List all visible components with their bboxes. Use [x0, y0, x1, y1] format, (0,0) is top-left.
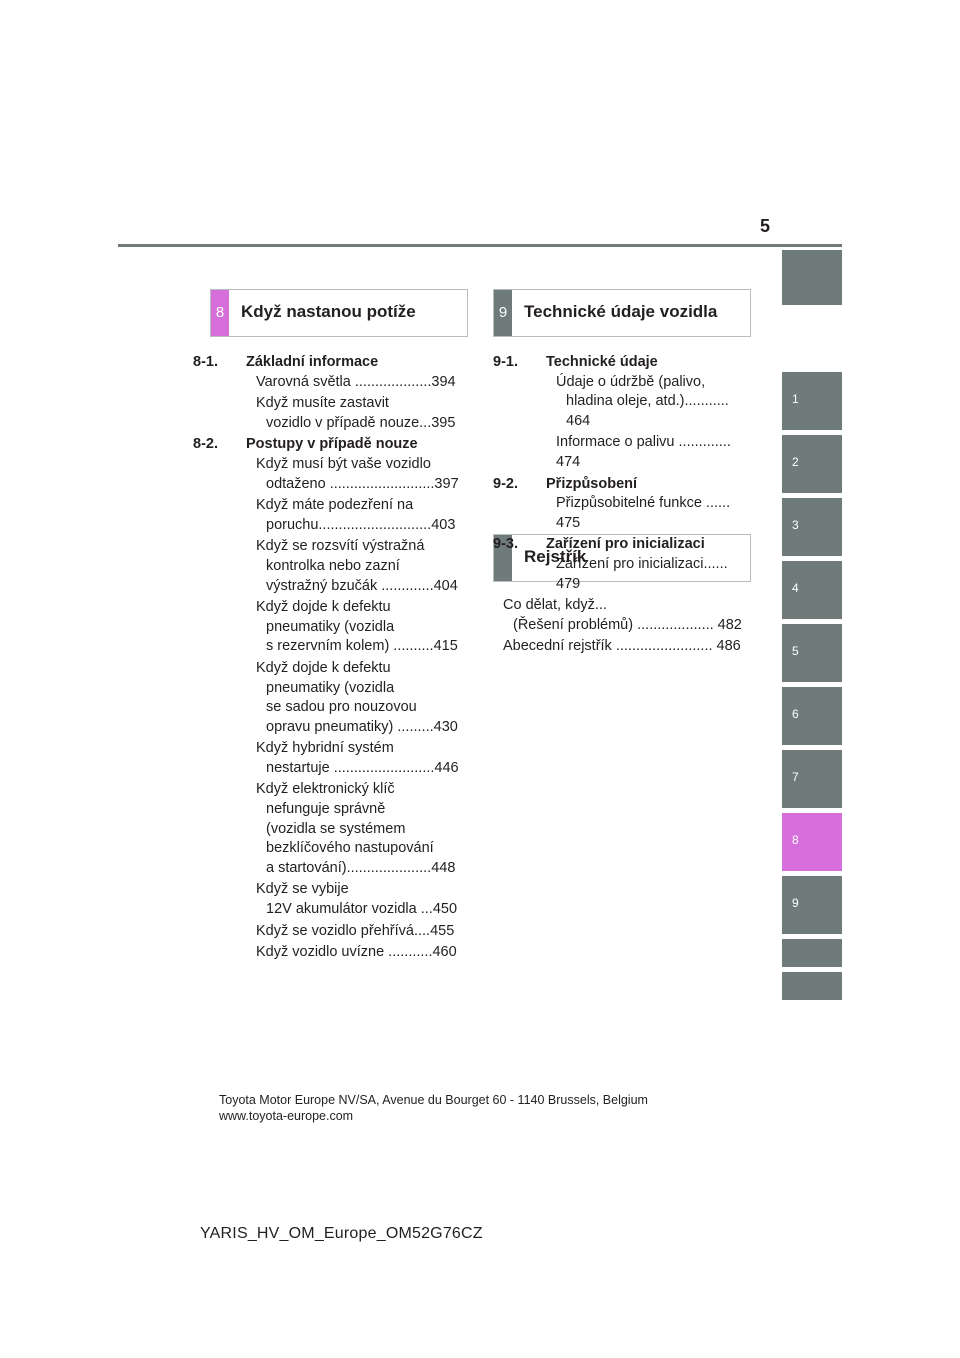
- page-number: 5: [760, 216, 771, 236]
- toc-entry[interactable]: [193, 880, 463, 919]
- toc-entry[interactable]: [493, 373, 748, 432]
- chapter-tab-label: 7: [792, 770, 799, 784]
- footer-address: Toyota Motor Europe NV/SA, Avenue du Bourget 60 - 1140 Brussels, Belgium: [219, 1093, 648, 1107]
- toc-entry-line: (vozidla se systémem: [266, 820, 406, 837]
- toc-entry-line: (Řešení problémů) ................... 482: [513, 616, 742, 633]
- section-number-9: 9: [494, 290, 512, 336]
- toc-entry-line: Když hybridní systém: [256, 740, 394, 757]
- chapter-tab-7[interactable]: [782, 750, 842, 808]
- footer-url[interactable]: www.toyota-europe.com: [219, 1109, 354, 1123]
- toc-entry-line: Když musí být vaše vozidlo: [256, 455, 431, 472]
- chapter-tab-8[interactable]: [782, 813, 842, 871]
- toc-section-9-2[interactable]: 9-2. Přizpůsobení: [493, 475, 638, 492]
- header-rule: [118, 244, 842, 247]
- section-title-9: Technické údaje vozidla: [524, 302, 718, 321]
- toc-entry[interactable]: [193, 394, 463, 433]
- toc-entry[interactable]: [193, 537, 463, 596]
- chapter-tab-5[interactable]: [782, 624, 842, 682]
- chapter-tab-3[interactable]: [782, 498, 842, 556]
- footer-address-block: [219, 1092, 648, 1124]
- toc-entry-line: Když dojde k defektu: [256, 599, 391, 616]
- toc-entry-line: Zařízení pro inicializaci...... 479: [556, 555, 728, 592]
- toc-entry[interactable]: [193, 922, 463, 942]
- section-header-8: [210, 289, 468, 337]
- toc-entry[interactable]: [493, 433, 748, 472]
- toc-entry-line: nestartuje .........................446: [266, 759, 459, 776]
- toc-section-9-3[interactable]: 9-3. Zařízení pro inicializaci: [493, 536, 705, 553]
- toc-entry[interactable]: [493, 555, 748, 594]
- chapter-tab-9[interactable]: [782, 876, 842, 934]
- toc-entry[interactable]: [193, 659, 463, 737]
- toc-entry-line: Informace o palivu ............. 474: [556, 434, 731, 470]
- toc-entry[interactable]: [193, 373, 463, 393]
- toc-entry-line: se sadou pro nouzovou: [266, 699, 417, 716]
- toc-entry-line: Když se vybije: [256, 881, 349, 898]
- toc-index: [503, 596, 748, 659]
- toc-entry-line: Abecední rejstřík ........................ 486: [503, 638, 741, 655]
- chapter-tab-4[interactable]: [782, 561, 842, 619]
- toc-entry-line: nefunguje správně: [266, 801, 386, 818]
- toc-chapter-9: [493, 353, 748, 596]
- chapter-tab-label: 3: [792, 518, 799, 532]
- toc-entry[interactable]: [503, 596, 748, 635]
- toc-entry-line: Když elektronický klíč: [256, 781, 395, 798]
- toc-entry-line: Údaje o údržbě (palivo,: [556, 373, 706, 390]
- toc-chapter-8: [193, 353, 463, 965]
- toc-entry-line: Když musíte zastavit: [256, 395, 389, 412]
- chapter-tab-label: 6: [792, 707, 799, 721]
- chapter-tab-label: 4: [792, 581, 799, 595]
- toc-entry-line: Když máte podezření na: [256, 497, 414, 514]
- chapter-tab-blank[interactable]: [782, 972, 842, 1000]
- toc-entry-line: Když se vozidlo přehřívá....455: [256, 922, 455, 939]
- section-title-8: Když nastanou potíže: [241, 302, 416, 321]
- toc-section-8-1[interactable]: 8-1. Základní informace: [193, 354, 379, 370]
- section-header-9: [493, 289, 751, 337]
- toc-entry[interactable]: [193, 943, 463, 963]
- toc-entry-line: Co dělat, když...: [503, 597, 607, 613]
- chapter-tab-label: 9: [792, 896, 799, 910]
- toc-entry-line: Když vozidlo uvízne ...........460: [256, 944, 457, 961]
- toc-entry-line: hladina oleje, atd.)........... 464: [566, 393, 729, 429]
- toc-entry-line: vozidlo v případě nouze...395: [266, 414, 456, 431]
- toc-entry[interactable]: [503, 637, 748, 657]
- toc-entry-line: pneumatiky (vozidla: [266, 679, 395, 696]
- toc-entry[interactable]: [193, 496, 463, 535]
- toc-entry-line: poruchu............................403: [266, 516, 456, 533]
- toc-entry-line: a startování).....................448: [266, 859, 456, 876]
- chapter-tab-label: 1: [792, 392, 799, 406]
- chapter-tab-2[interactable]: [782, 435, 842, 493]
- toc-entry-line: Přizpůsobitelné funkce ...... 475: [556, 495, 731, 531]
- toc-entry[interactable]: [193, 598, 463, 657]
- toc-entry[interactable]: [193, 455, 463, 494]
- toc-entry-line: opravu pneumatiky) .........430: [266, 718, 458, 735]
- toc-entry-line: pneumatiky (vozidla: [266, 618, 395, 635]
- chapter-tab-label: 5: [792, 644, 799, 658]
- toc-entry-line: Varovná světla ...................394: [256, 373, 456, 390]
- toc-entry-line: bezklíčového nastupování: [266, 840, 434, 857]
- toc-entry-line: Když dojde k defektu: [256, 659, 391, 676]
- toc-entry-line: odtaženo ..........................397: [266, 475, 459, 492]
- toc-section-9-1[interactable]: 9-1. Technické údaje: [493, 354, 658, 370]
- toc-entry[interactable]: [193, 739, 463, 778]
- chapter-tab-blank[interactable]: [782, 250, 842, 305]
- toc-entry-line: 12V akumulátor vozidla ...450: [266, 901, 458, 918]
- toc-entry[interactable]: [493, 494, 748, 533]
- toc-section-8-2[interactable]: 8-2. Postupy v případě nouze: [193, 436, 418, 453]
- section-number-8: 8: [211, 290, 229, 336]
- section-title-index: Rejstřík: [524, 547, 587, 566]
- document-code: YARIS_HV_OM_Europe_OM52G76CZ: [200, 1225, 483, 1242]
- toc-entry-line: Když se rozsvítí výstražná: [256, 538, 425, 555]
- chapter-tab-6[interactable]: [782, 687, 842, 745]
- toc-entry-line: výstražný bzučák .............404: [266, 577, 458, 594]
- chapter-tab-1[interactable]: [782, 372, 842, 430]
- chapter-tab-label: 8: [792, 833, 799, 847]
- toc-entry-line: kontrolka nebo zazní: [266, 557, 400, 574]
- chapter-tab-blank[interactable]: [782, 939, 842, 967]
- toc-entry-line: s rezervním kolem) ..........415: [266, 638, 458, 655]
- chapter-tab-label: 2: [792, 455, 799, 469]
- toc-entry[interactable]: [193, 780, 463, 878]
